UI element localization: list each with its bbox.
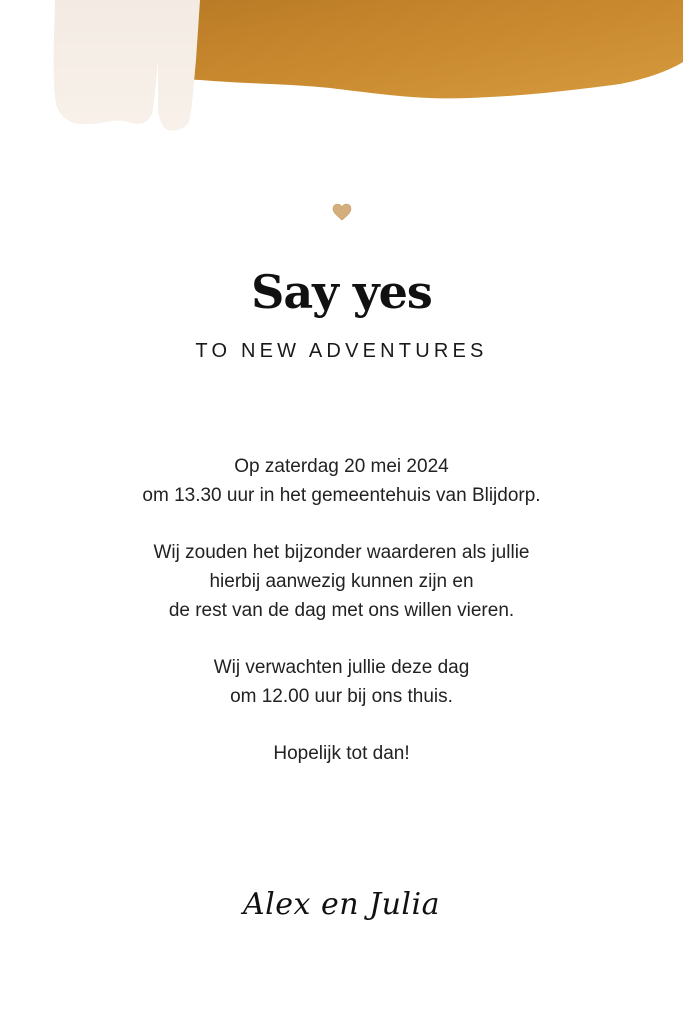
message-line: om 12.00 uur bij ons thuis. [230, 686, 453, 707]
heart-icon [332, 203, 352, 221]
message-line: Op zaterdag 20 mei 2024 [234, 456, 449, 477]
page-subtitle: TO NEW ADVENTURES [195, 340, 488, 362]
message-line: om 13.30 uur in het gemeentehuis van Blijdorp. [142, 485, 541, 506]
message-line: hierbij aanwezig kunnen zijn en [209, 571, 474, 592]
closing-line: Hopelijk tot dan! [273, 743, 410, 764]
page-title: Say yes [251, 265, 432, 319]
invitation-message [0, 452, 683, 768]
signature: Alex en Julia [242, 887, 440, 922]
message-line: de rest van de dag met ons willen vieren. [168, 600, 515, 621]
message-line: Wij zouden het bijzonder waarderen als jullie [153, 542, 530, 563]
ochre-brush-stroke [160, 0, 683, 98]
cream-brush-stroke [54, 0, 200, 131]
message-line: Wij verwachten jullie deze dag [213, 657, 470, 678]
brush-stroke-decoration [0, 0, 683, 140]
